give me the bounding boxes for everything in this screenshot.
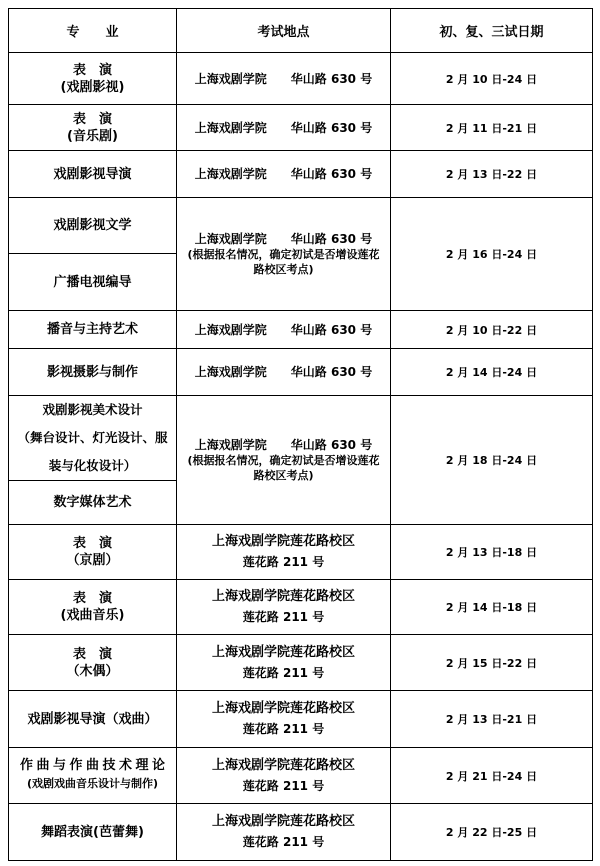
- major-name: 戏剧影视导演: [53, 166, 132, 182]
- major-cell: [9, 525, 177, 580]
- major-name: 戏剧影视美术设计: [42, 402, 143, 417]
- major-name: 表 演: [72, 536, 112, 551]
- dates-cell: 2 月 21 日-24 日: [391, 748, 593, 804]
- dates-cell: 2 月 10 日-24 日: [391, 53, 593, 105]
- location-line: 上海戏剧学院莲花路校区: [211, 701, 355, 716]
- location-cell: [177, 748, 391, 804]
- location-cell: [177, 525, 391, 580]
- location-address: 莲花路 211 号: [242, 778, 325, 793]
- dates-cell: 2 月 15 日-22 日: [391, 635, 593, 691]
- location-address: 莲花路 211 号: [242, 665, 325, 680]
- major-subtitle: (音乐剧): [67, 128, 118, 144]
- dates-cell: 2 月 13 日-22 日: [391, 151, 593, 198]
- major-subtitle: (戏剧影视): [60, 79, 125, 95]
- location-cell: [177, 198, 391, 311]
- table-row: [9, 53, 593, 105]
- major-name: 播音与主持艺术: [46, 322, 138, 337]
- location-cell: [177, 105, 391, 151]
- dates-cell: 2 月 14 日-24 日: [391, 349, 593, 396]
- major-name: 作曲与作曲技术理论: [19, 758, 169, 773]
- location-line: 上海戏剧学院莲花路校区: [211, 644, 355, 660]
- major-name: 戏剧影视导演（戏曲）: [27, 711, 158, 727]
- location-cell: [177, 311, 391, 349]
- location-line: 上海戏剧学院 华山路 630 号: [194, 120, 373, 135]
- major-subtitle: (戏曲音乐): [60, 608, 125, 623]
- table-row: [9, 635, 593, 691]
- major-cell: [9, 151, 177, 198]
- table-row: [9, 396, 593, 481]
- header-dates: 初、复、三试日期: [391, 9, 593, 53]
- header-major: 专 业: [9, 9, 177, 53]
- major-cell: [9, 804, 177, 861]
- major-name: 影视摄影与制作: [46, 364, 138, 380]
- location-line: 上海戏剧学院莲花路校区: [211, 589, 355, 604]
- location-cell: [177, 151, 391, 198]
- table-row: [9, 804, 593, 861]
- location-cell: [177, 580, 391, 635]
- major-cell: [9, 481, 177, 525]
- location-line: 上海戏剧学院 华山路 630 号: [194, 232, 373, 246]
- major-cell: [9, 349, 177, 396]
- table-row: [9, 311, 593, 349]
- location-line: 上海戏剧学院 华山路 630 号: [194, 438, 373, 452]
- table-row: [9, 691, 593, 748]
- dates-cell: 2 月 13 日-18 日: [391, 525, 593, 580]
- location-note: (根据报名情况，确定初试是否增设莲花: [187, 454, 380, 467]
- dates-cell: 2 月 16 日-24 日: [391, 198, 593, 311]
- major-cell: [9, 105, 177, 151]
- major-cell: [9, 53, 177, 105]
- location-note: 路校区考点): [253, 469, 314, 482]
- table-row: [9, 151, 593, 198]
- location-note: 路校区考点): [253, 263, 314, 276]
- dates-cell: 2 月 13 日-21 日: [391, 691, 593, 748]
- location-address: 莲花路 211 号: [242, 722, 325, 736]
- dates-cell: 2 月 14 日-18 日: [391, 580, 593, 635]
- location-line: 上海戏剧学院莲花路校区: [211, 814, 355, 829]
- location-address: 莲花路 211 号: [242, 610, 325, 624]
- table-row: [9, 525, 593, 580]
- major-name: 表 演: [72, 646, 112, 662]
- major-name: 舞蹈表演(芭蕾舞): [41, 824, 144, 840]
- major-cell: [9, 748, 177, 804]
- major-cell: [9, 396, 177, 481]
- major-name: 戏剧影视文学: [53, 218, 132, 233]
- location-address: 莲花路 211 号: [242, 555, 325, 569]
- major-name: 数字媒体艺术: [53, 495, 132, 510]
- dates-cell: 2 月 11 日-21 日: [391, 105, 593, 151]
- location-note: (根据报名情况，确定初试是否增设莲花: [187, 248, 380, 261]
- table-row: [9, 105, 593, 151]
- major-cell: [9, 198, 177, 254]
- major-subtitle: （舞台设计、灯光设计、服: [17, 430, 168, 445]
- major-name: 表 演: [72, 62, 112, 78]
- major-cell: [9, 691, 177, 748]
- location-cell: [177, 804, 391, 861]
- location-cell: [177, 691, 391, 748]
- major-name: 表 演: [72, 591, 112, 606]
- location-line: 上海戏剧学院莲花路校区: [211, 757, 355, 773]
- major-cell: [9, 580, 177, 635]
- location-cell: [177, 396, 391, 525]
- exam-schedule-table: [8, 8, 593, 861]
- table-row: [9, 349, 593, 396]
- table-row: [9, 198, 593, 254]
- major-subtitle: 装与化妆设计）: [48, 458, 137, 473]
- major-subtitle: (戏剧戏曲音乐设计与制作): [26, 777, 159, 790]
- location-address: 莲花路 211 号: [242, 835, 325, 849]
- location-cell: [177, 349, 391, 396]
- dates-cell: 2 月 10 日-22 日: [391, 311, 593, 349]
- major-cell: [9, 254, 177, 311]
- location-line: 上海戏剧学院 华山路 630 号: [194, 365, 373, 379]
- major-cell: [9, 635, 177, 691]
- header-row: [9, 9, 593, 53]
- location-line: 上海戏剧学院莲花路校区: [211, 534, 355, 549]
- major-name: 广播电视编导: [53, 274, 132, 290]
- location-line: 上海戏剧学院 华山路 630 号: [194, 71, 373, 86]
- location-line: 上海戏剧学院 华山路 630 号: [194, 167, 373, 181]
- major-subtitle: （京剧）: [66, 553, 119, 568]
- major-name: 表 演: [72, 111, 112, 127]
- header-location: 考试地点: [177, 9, 391, 53]
- table-row: [9, 580, 593, 635]
- location-cell: [177, 635, 391, 691]
- location-cell: [177, 53, 391, 105]
- table-row: [9, 748, 593, 804]
- dates-cell: 2 月 22 日-25 日: [391, 804, 593, 861]
- major-subtitle: （木偶）: [66, 663, 119, 679]
- location-line: 上海戏剧学院 华山路 630 号: [194, 322, 373, 337]
- dates-cell: 2 月 18 日-24 日: [391, 396, 593, 525]
- major-cell: [9, 311, 177, 349]
